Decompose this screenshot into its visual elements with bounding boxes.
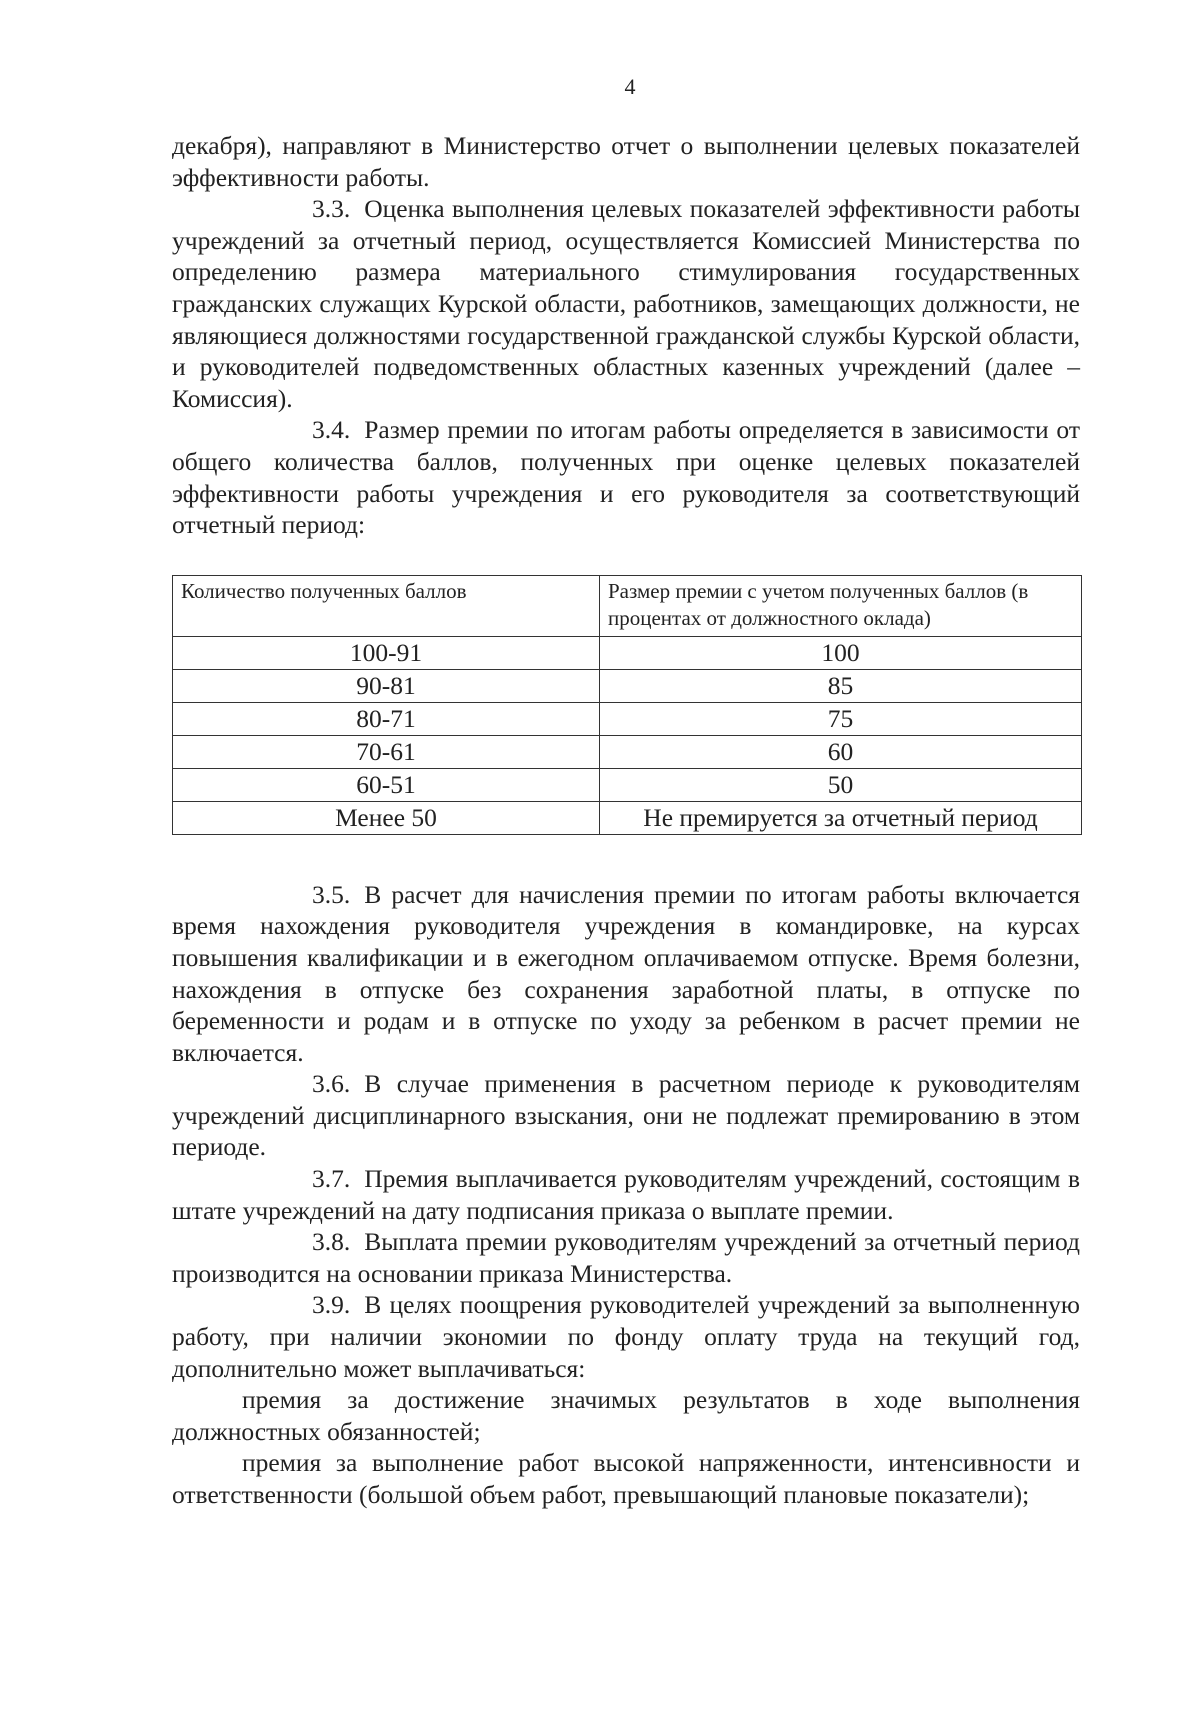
table-cell-bonus: 50 (600, 768, 1082, 801)
paragraph-text: В целях поощрения руководителей учреждений за выполненную работу, при наличии экономии по фонду оплату труда на текущий год, дополнительно может выплачиваться: (172, 1290, 1080, 1383)
bonus-table (172, 575, 1082, 835)
page-number: 4 (624, 74, 636, 99)
table-cell-bonus: 75 (600, 702, 1082, 735)
table-cell-bonus: 85 (600, 669, 1082, 702)
table-header-bonus: Размер премии с учетом полученных баллов (в процентах от должностного оклада) (600, 575, 1082, 636)
table-header-row (173, 575, 1082, 636)
paragraph-3-9 (172, 1289, 1080, 1384)
paragraph-bonus-intensity: премия за выполнение работ высокой напряженности, интенсивности и ответственности (большой объем работ, превышающий плановые показатели); (172, 1448, 1080, 1509)
table-row (173, 735, 1082, 768)
table-cell-bonus: 100 (600, 636, 1082, 669)
paragraph-number: 3.3. (312, 194, 351, 224)
table-cell-bonus: 60 (600, 735, 1082, 768)
paragraph-3-8 (172, 1226, 1080, 1289)
paragraph-bonus-results: премия за достижение значимых результатов в ходе выполнения должностных обязанностей; (172, 1385, 1080, 1446)
paragraph-number: 3.9. (312, 1290, 351, 1320)
paragraph-3-6 (172, 1068, 1080, 1163)
table-cell-scores: 90-81 (173, 669, 600, 702)
paragraph-text: Выплата премии руководителям учреждений за отчетный период производится на основании приказа Министерства. (172, 1227, 1080, 1288)
document-body (172, 130, 1080, 1511)
paragraph-number: 3.6. (312, 1069, 351, 1099)
table-row (173, 636, 1082, 669)
table-header-scores: Количество полученных баллов (173, 575, 600, 636)
paragraph-number: 3.7. (312, 1164, 351, 1194)
paragraph-3-4 (172, 414, 1080, 540)
table-cell-scores: 60-51 (173, 768, 600, 801)
table-row (173, 669, 1082, 702)
paragraph-number: 3.5. (312, 879, 351, 909)
paragraph-continuation: декабря), направляют в Министерство отчет о выполнении целевых показателей эффективности работы. (172, 131, 1080, 192)
table-cell-scores: 70-61 (173, 735, 600, 768)
paragraph-text: Размер премии по итогам работы определяется в зависимости от общего количества баллов, полученных при оценке целевых показателей эффективности работы учреждения и его руководителя за соответствующий отчетный период: (172, 415, 1080, 540)
paragraph-3-3 (172, 193, 1080, 414)
paragraph-text: В случае применения в расчетном периоде к руководителям учреждений дисциплинарного взыскания, они не подлежат премированию в этом периоде. (172, 1069, 1080, 1162)
paragraph-number: 3.4. (312, 415, 351, 445)
table-cell-scores: 80-71 (173, 702, 600, 735)
paragraph-3-7 (172, 1163, 1080, 1226)
paragraph-number: 3.8. (312, 1227, 351, 1257)
table-cell-bonus: Не премируется за отчетный период (600, 801, 1082, 834)
paragraph-text: Премия выплачивается руководителям учреждений, состоящим в штате учреждений на дату подписания приказа о выплате премии. (172, 1164, 1080, 1225)
paragraph-text: Оценка выполнения целевых показателей эффективности работы учреждений за отчетный период, осуществляется Комиссией Министерства по определению размера материального стимулирования государственных гражданских служащих Курской области, работников, замещающих должности, не являющиеся должностями государственной гражданской службы Курской области, и руководителей подведомственных областных казенных учреждений (далее – Комиссия). (172, 194, 1080, 413)
paragraph-3-5 (172, 879, 1080, 1069)
table-cell-scores: 100-91 (173, 636, 600, 669)
table-cell-scores: Менее 50 (173, 801, 600, 834)
table-row (173, 801, 1082, 834)
table-row (173, 702, 1082, 735)
table-row (173, 768, 1082, 801)
paragraph-text: В расчет для начисления премии по итогам работы включается время нахождения руководителя учреждения в командировке, на курсах повышения квалификации и в ежегодном оплачиваемом отпуске. Время болезни, нахождения в отпуске без сохранения заработной платы, в отпуске по беременности и родам и в отпуске по уходу за ребенком в расчет премии не включается. (172, 879, 1080, 1067)
